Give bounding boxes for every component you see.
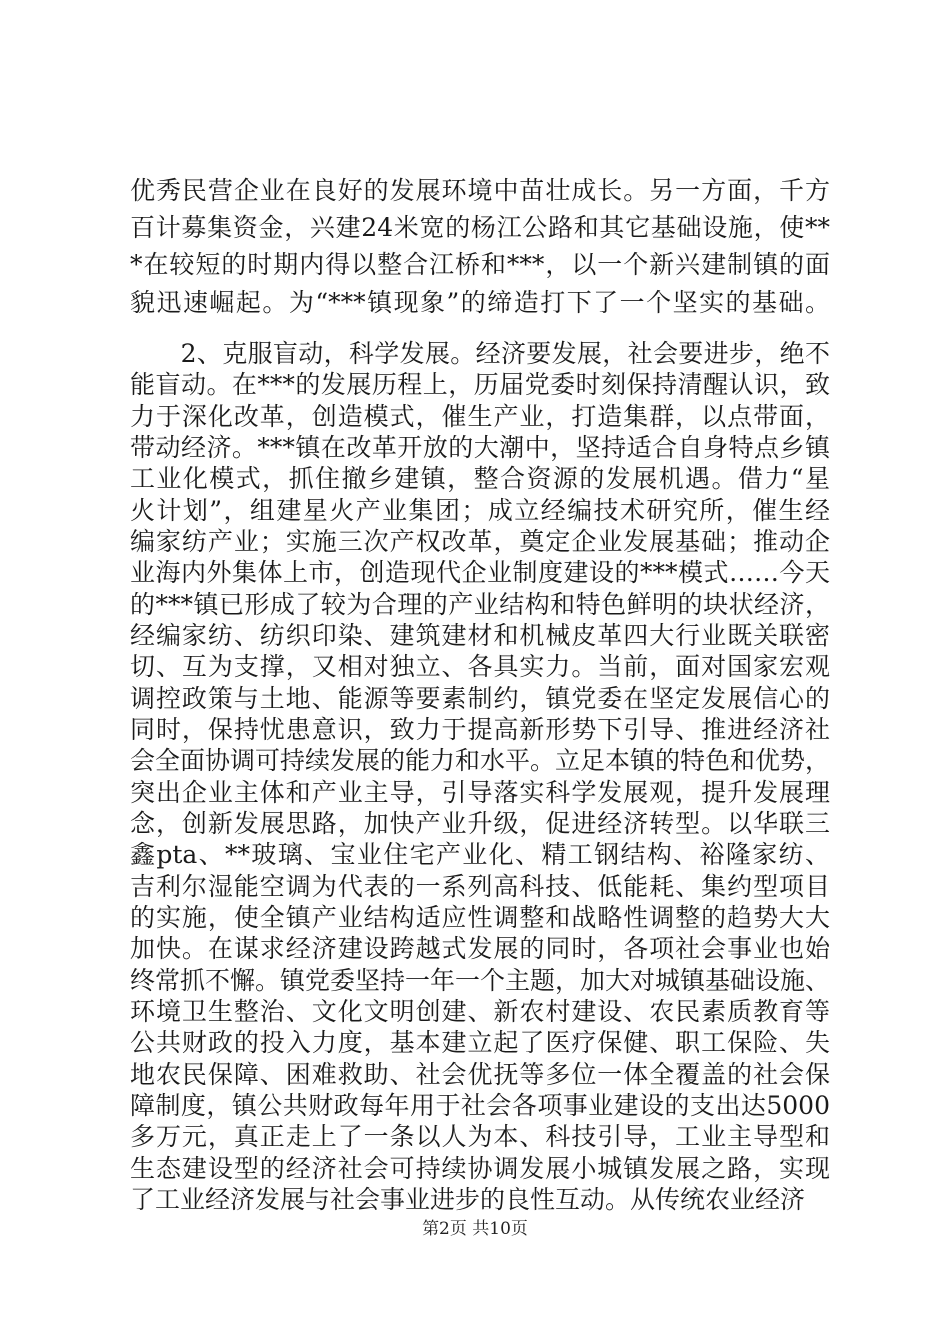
text-line: 公共财政的投入力度，基本建立起了医疗保健、职工保险、失 [130, 1028, 830, 1058]
text-line: 环境卫生整治、文化文明创建、新农村建设、农民素质教育等 [130, 997, 830, 1026]
page-footer: 第2页 共10页 [422, 1219, 528, 1239]
text-line: 地农民保障、困难救助、社会优抚等多位一体全覆盖的社会保 [130, 1059, 830, 1089]
text-line: 生态建设型的经济社会可持续协调发展小城镇发展之路，实现 [130, 1153, 830, 1183]
text-line: 貌迅速崛起。为“***镇现象”的缔造打下了一个坚实的基础。 [130, 287, 830, 317]
text-line: 编家纺产业；实施三次产权改革，奠定企业发展基础；推动企 [130, 527, 830, 556]
text-line: 突出企业主体和产业主导，引导落实科学发展观，提升发展理 [130, 777, 830, 807]
text-line: 2、克服盲动，科学发展。经济要发展，社会要进步，绝不 [130, 339, 830, 368]
text-line: 工业化模式，抓住撤乡建镇，整合资源的发展机遇。借力“星 [130, 464, 830, 494]
text-line: 优秀民营企业在良好的发展环境中苗壮成长。另一方面，千方 [130, 176, 830, 205]
text-line: 能盲动。在***的发展历程上，历届党委时刻保持清醒认识，致 [130, 370, 830, 400]
text-line: 带动经济。***镇在改革开放的大潮中，坚持适合自身特点乡镇 [130, 433, 830, 462]
text-line: 切、互为支撑，又相对独立、各具实力。当前，面对国家宏观 [130, 652, 830, 682]
text-line: *在较短的时期内得以整合江桥和***，以一个新兴建制镇的面 [130, 250, 830, 280]
text-line: 调控政策与土地、能源等要素制约，镇党委在坚定发展信心的 [130, 683, 830, 713]
text-line: 的***镇已形成了较为合理的产业结构和特色鲜明的块状经济， [130, 589, 830, 619]
text-line: 吉利尔湿能空调为代表的一系列高科技、低能耗、集约型项目 [130, 871, 830, 901]
text-line: 障制度，镇公共财政每年用于社会各项事业建设的支出达5000 [130, 1091, 830, 1120]
text-line: 鑫pta、**玻璃、宝业住宅产业化、精工钢结构、裕隆家纺、 [130, 840, 830, 870]
text-line: 了工业经济发展与社会事业进步的良性互动。从传统农业经济 [130, 1185, 806, 1214]
text-line: 业海内外集体上市，创造现代企业制度建设的***模式……今天 [130, 558, 830, 588]
text-line: 的实施，使全镇产业结构适应性调整和战略性调整的趋势大大 [130, 903, 830, 932]
text-line: 经编家纺、纺织印染、建筑建材和机械皮革四大行业既关联密 [130, 621, 830, 650]
text-line: 终常抓不懈。镇党委坚持一年一个主题，加大对城镇基础设施、 [130, 965, 831, 995]
text-line: 同时，保持忧患意识，致力于提高新形势下引导、推进经济社 [130, 715, 830, 744]
text-line: 多万元，真正走上了一条以人为本、科技引导，工业主导型和 [130, 1122, 830, 1152]
text-line: 念，创新发展思路，加快产业升级，促进经济转型。以华联三 [130, 809, 830, 838]
text-line: 百计募集资金，兴建24米宽的杨江公路和其它基础设施，使** [130, 213, 830, 243]
text-line: 火计划”，组建星火产业集团；成立经编技术研究所，催生经 [130, 495, 830, 525]
text-line: 力于深化改革，创造模式，催生产业，打造集群，以点带面， [130, 401, 830, 431]
text-line: 会全面协调可持续发展的能力和水平。立足本镇的特色和优势， [130, 746, 831, 776]
text-line: 加快。在谋求经济建设跨越式发展的同时，各项社会事业也始 [130, 934, 830, 964]
